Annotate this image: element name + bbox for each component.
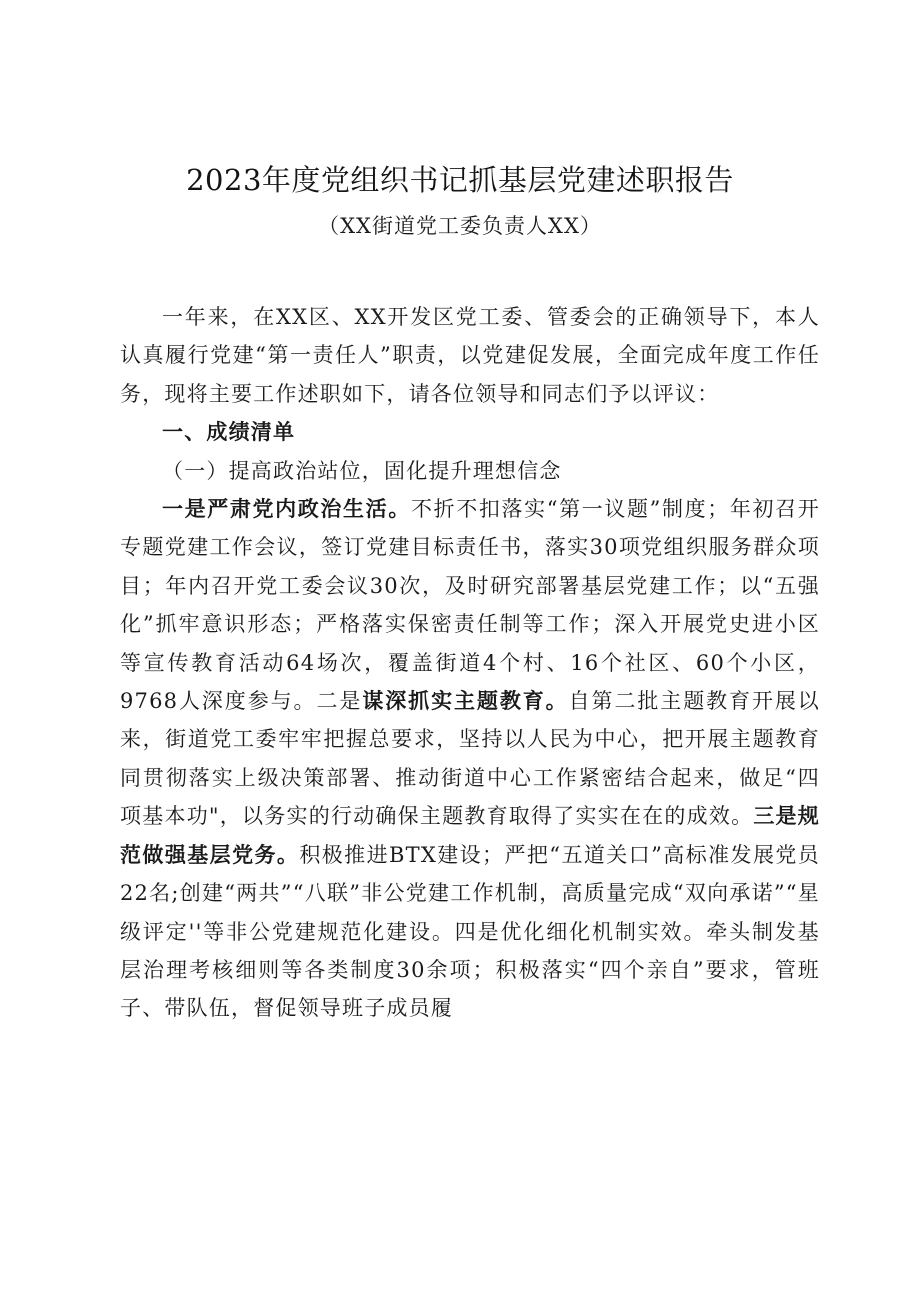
paragraph-lead-3: 三是规范做强基层党务。 <box>120 803 820 867</box>
intro-paragraph: 一年来，在XX区、XX开发区党工委、管委会的正确领导下，本人认真履行党建“第一责任人”职责，以党建促发展，全面完成年度工作任务，现将主要工作述职如下，请各位领导和同志们予以评议： <box>120 305 820 406</box>
document-body <box>120 298 820 1028</box>
paragraph-text-1: 不折不扣落实“第一议题”制度；年初召开专题党建工作会议，签订党建目标责任书，落实30项党组织服务群众项目；年内召开党工委会议30次，及时研究部署基层党建工作；以“五强化”抓牢意识形态；严格落实保密责任制等工作；深入开展党史进小区等宣传教育活动64场次，覆盖街道4个村、16个社区、60个小区，9768人深度参与。 <box>120 497 820 714</box>
paragraph-text-2: 自第二批主题教育开展以来，街道党工委牢牢把握总要求，坚持以人民为中心，把开展主题教育同贯彻落实上级决策部署、推动街道中心工作紧密结合起来，做足“四项基本功"，以务实的行动确保主题教育取得了实实在在的成效。 <box>120 689 820 829</box>
document-title: 2023年度党组织书记抓基层党建述职报告 <box>186 163 734 197</box>
document-subtitle: （XX街道党工委负责人XX） <box>318 214 602 238</box>
section-heading: 一、成绩清单 <box>162 419 296 445</box>
paragraph-lead-1: 一是严肃党内政治生活。 <box>162 496 411 522</box>
paragraph-text-3: 积极推进BTX建设；严把“五道关口”高标准发展党员22名;创建“两共”“八联”非公党建工作机制，高质量完成“双向承诺”“星级评定''等非公党建规范化建设。四是优化细化机制实效。牵头制发基层治理考核细则等各类制度30余项；积极落实“四个亲自”要求，管班子、带队伍，督促领导班子成员履 <box>120 842 820 1021</box>
paragraph-prefix-2: 二是 <box>316 689 363 714</box>
subsection-heading: （一）提高政治站位，固化提升理想信念 <box>162 458 562 483</box>
body-paragraph <box>120 490 820 1028</box>
paragraph-lead-2: 谋深抓实主题教育。 <box>362 688 569 714</box>
